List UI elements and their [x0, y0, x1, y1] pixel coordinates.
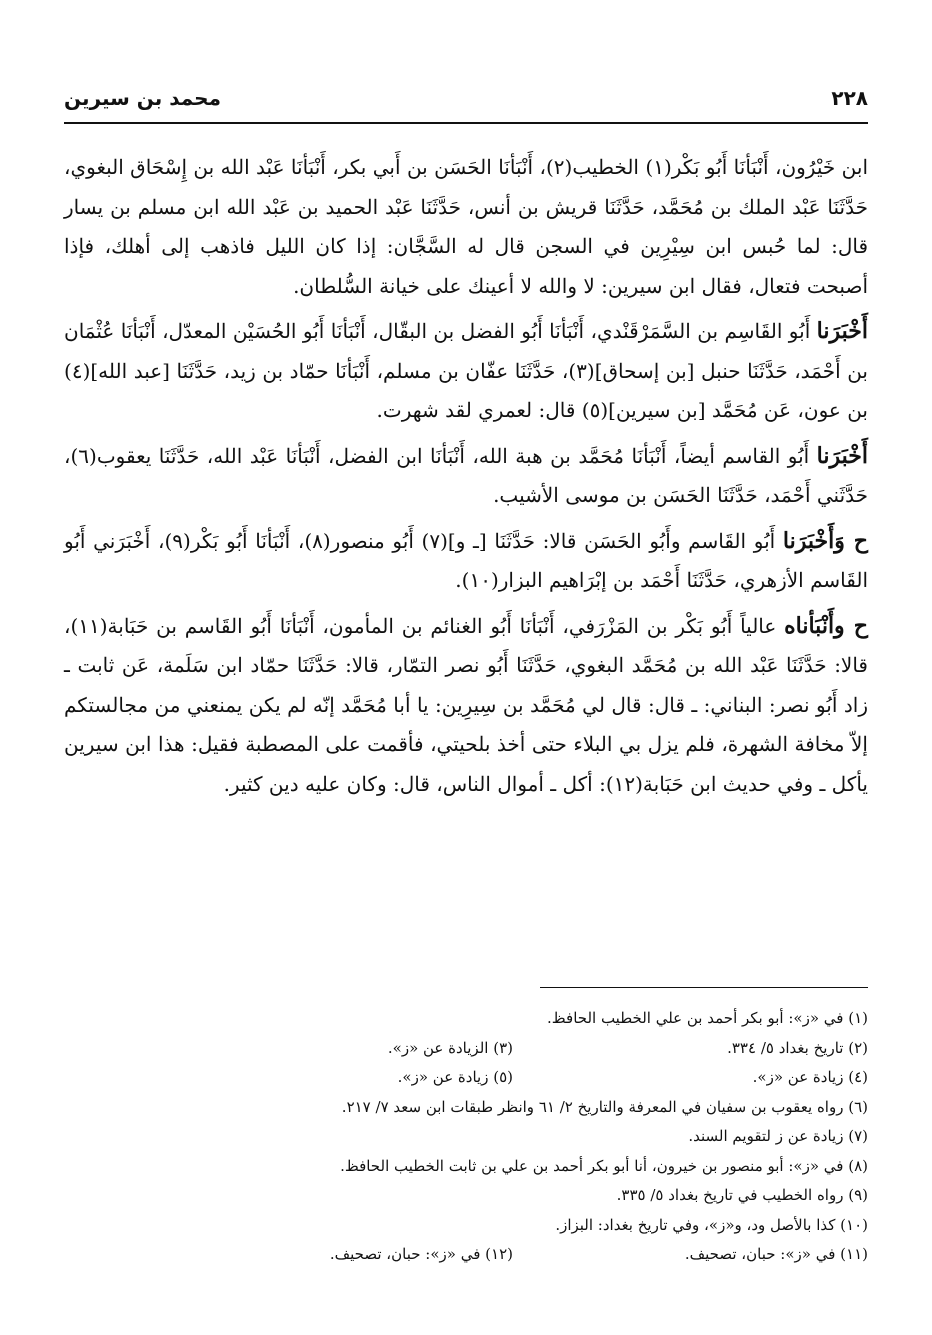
footnote: (٤) زيادة عن «ز».	[752, 1068, 868, 1086]
paragraph-lead: ح وَأَخْبَرَنا	[782, 527, 868, 554]
footnote: (١٠) كذا بالأصل ود، و«ز»، وفي تاريخ بغداد: البزاز.	[555, 1215, 868, 1234]
footnote-row	[64, 1034, 868, 1064]
paragraph	[64, 437, 868, 516]
main-text	[64, 148, 868, 810]
footnote: (٩) رواه الخطيب في تاريخ بغداد ٥/ ٣٣٥.	[616, 1186, 868, 1204]
footnotes	[64, 1004, 868, 1270]
footnote: (٣) الزيادة عن «ز».	[387, 1038, 513, 1057]
running-title: محمد بن سيرين	[64, 86, 221, 110]
paragraph	[64, 522, 868, 601]
footnote: (١٢) في «ز»: حبان، تصحيف.	[329, 1245, 513, 1263]
paragraph	[64, 148, 868, 306]
paragraph-lead: أَخْبَرَنا	[816, 442, 868, 469]
footnote: (٦) رواه يعقوب بن سفيان في المعرفة والتاريخ ٢/ ٦١ وانظر طبقات ابن سعد ٧/ ٢١٧.	[341, 1097, 868, 1116]
footnote: (٥) زيادة عن «ز».	[397, 1068, 513, 1086]
paragraph-text: أَبُو القَاسِم بن السَّمَرْقَنْدي، أَنْبَأنَا أَبُو الفضل بن البقّال، أَنْبَأنَا أَبُو الحُسَيْن المعدّل، أَنْبَأنَا عُثْمَان بن أَحْمَد، حَدَّثَنَا حنبل [بن إسحاق](٣)، حَدَّثَنَا عفّان بن مسلم، أَنْبَأنَا حمّاد بن زيد، حَدَّثَنَا [عبد الله](٤) بن عون، عَن مُحَمَّد [بن سيرين](٥) قال: لعمري لقد شهرت.	[64, 319, 868, 422]
paragraph-lead: أَخْبَرَنا	[816, 318, 868, 344]
header-rule	[64, 122, 868, 124]
paragraph-lead: ح وأَنْبَأناه	[784, 612, 868, 639]
page-number: ٢٢٨	[831, 86, 868, 110]
footnote: (١) في «ز»: أبو بكر أحمد بن علي الخطيب الحافظ.	[547, 1009, 868, 1027]
footnote: (٧) زيادة عن ز لتقويم السند.	[688, 1127, 868, 1145]
footnote-row	[64, 1240, 868, 1270]
footnote-separator	[540, 987, 868, 988]
footnote: (١١) في «ز»: حبان، تصحيف.	[684, 1245, 868, 1263]
paragraph-text: ابن خَيْرُون، أَنْبَأنَا أَبُو بَكْر(١) الخطيب(٢)، أَنْبَأنَا الحَسَن بن أَبي بكر، أَنْبَأنَا عَبْد الله بن إِسْحَاق البغوي، حَدَّثَنَا عَبْد الملك بن مُحَمَّد، حَدَّثَنَا قريش بن أنس، حَدَّثَنَا عَبْد الحميد بن عَبْد الله ابن مسلم بن يسار قال: لما حُبس ابن سِيْرِين في السجن قال له السَّجَّان: إذا كان الليل فاذهب إلى أهلك، فإذا أصبحت فتعال، فقال ابن سيرين: لا والله لا أعينك على خيانة السُّلطان.	[64, 155, 868, 298]
paragraph-text: أَبُو القاسم أيضاً، أَنْبَأنَا مُحَمَّد بن هبة الله، أَنْبَأنَا ابن الفضل، أَنْبَأنَا عَبْد الله، حَدَّثَنَا يعقوب(٦)، حَدَّثَني أَحْمَد، حَدَّثَنَا الحَسَن بن موسى الأشيب.	[64, 443, 868, 507]
paragraph	[64, 312, 868, 431]
footnote: (٨) في «ز»: أبو منصور بن خيرون، أنا أبو بكر أحمد بن علي بن ثابت الخطيب الحافظ.	[340, 1156, 868, 1175]
paragraph	[64, 607, 868, 805]
footnote-row	[64, 1063, 868, 1093]
footnote: (٢) تاريخ بغداد ٥/ ٣٣٤.	[727, 1038, 868, 1057]
paragraph-text: عالياً أَبُو بَكْر بن المَزْرَفي، أَنْبَأنَا أَبُو الغنائم بن المأمون، أَنْبَأنَا أَبُو القَاسم بن حَبَابة(١١)، قالا: حَدَّثَنَا عَبْد الله بن مُحَمَّد البغوي، حَدَّثَنَا أَبُو نصر التمّار، قالا: حَدَّثَنَا حمّاد ابن سَلَمة، عَن ثابت ـ زاد أَبُو نصر: البناني: ـ قال: قال لي مُحَمَّد بن سِيرِين: يا أبا مُحَمَّد إنّه لم يكن يمنعني من مجالستكم إلاّ مخافة الشهرة، فلم يزل بي البلاء حتى أخذ بلحيتي، فأقمت على المصطبة فقيل: هذا ابن سيرين يأكل ـ وفي حديث ابن حَبَابة(١٢): أكل ـ أموال الناس، قال: وكان عليه دين كثير.	[64, 613, 868, 796]
paragraph-text: أَبُو القَاسم وأَبُو الحَسَن قالا: حَدَّثَنَا [ـ و](٧) أَبُو منصور(٨)، أَنْبَأنَا أَبُو بَكْر(٩)، أَخْبَرَني أَبُو القَاسم الأزهري، حَدَّثَنَا أَحْمَد بن إبْرَاهيم البزار(١٠).	[64, 528, 868, 592]
